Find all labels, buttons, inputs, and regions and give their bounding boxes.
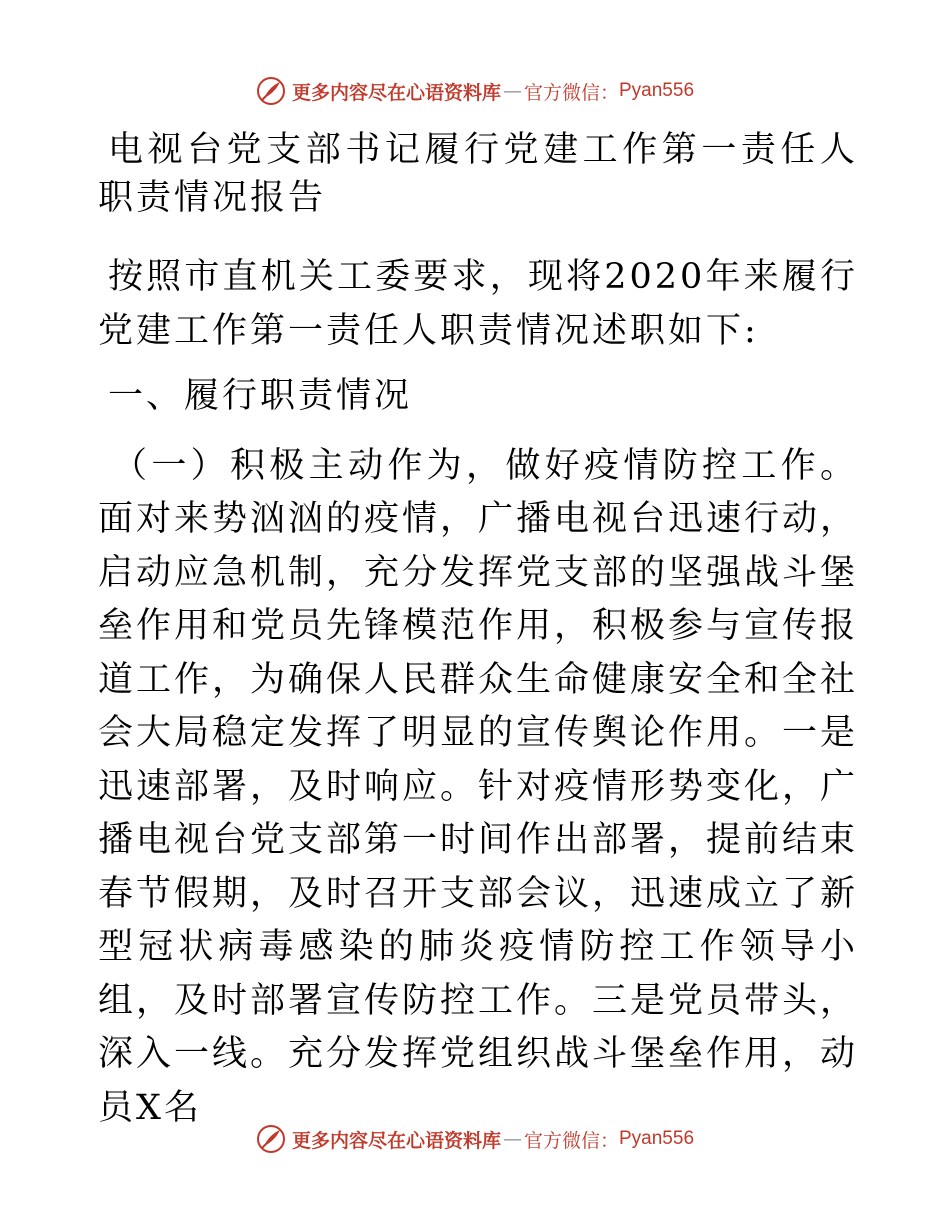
wechat-id: Pyan556: [619, 80, 695, 101]
body-paragraph: （一）积极主动作为，做好疫情防控工作。面对来势汹汹的疫情，广播电视台迅速行动，启动应急机制，充分发挥党支部的坚强战斗堡垒作用和党员先锋模范作用，积极参与宣传报道工作，为确保人民群众生命健康安全和全社会大局稳定发挥了明显的宣传舆论作用。一是迅速部署，及时响应。针对疫情形势变化，广播电视台党支部第一时间作出部署，提前结束春节假期，及时召开支部会议，迅速成立了新型冠状病毒感染的肺炎疫情防控工作领导小组，及时部署宣传防控工作。三是党员带头，深入一线。充分发挥党组织战斗堡垒作用，动员X名: [98, 445, 859, 1128]
wechat-id: Pyan556: [619, 1128, 695, 1149]
feather-pen-logo-icon: [256, 1124, 286, 1154]
site-name: 更多内容尽在心语资料库: [291, 1129, 501, 1152]
separator-dash: —: [502, 1128, 522, 1150]
header-watermark: [0, 76, 950, 106]
document-title: 电视台党支部书记履行党建工作第一责任人职责情况报告: [98, 130, 858, 218]
separator-dash: —: [502, 80, 522, 102]
wechat-label: 官方微信：: [523, 1129, 619, 1152]
document-body: [98, 126, 858, 1135]
site-name: 更多内容尽在心语资料库: [291, 81, 501, 104]
section-heading: 一、履行职责情况: [108, 376, 413, 416]
intro-paragraph: 按照市直机关工委要求，现将2020年来履行党建工作第一责任人职责情况述职如下:: [98, 257, 858, 351]
feather-pen-logo-icon: [256, 76, 286, 106]
footer-watermark: [0, 1124, 950, 1154]
wechat-label: 官方微信：: [523, 81, 619, 104]
